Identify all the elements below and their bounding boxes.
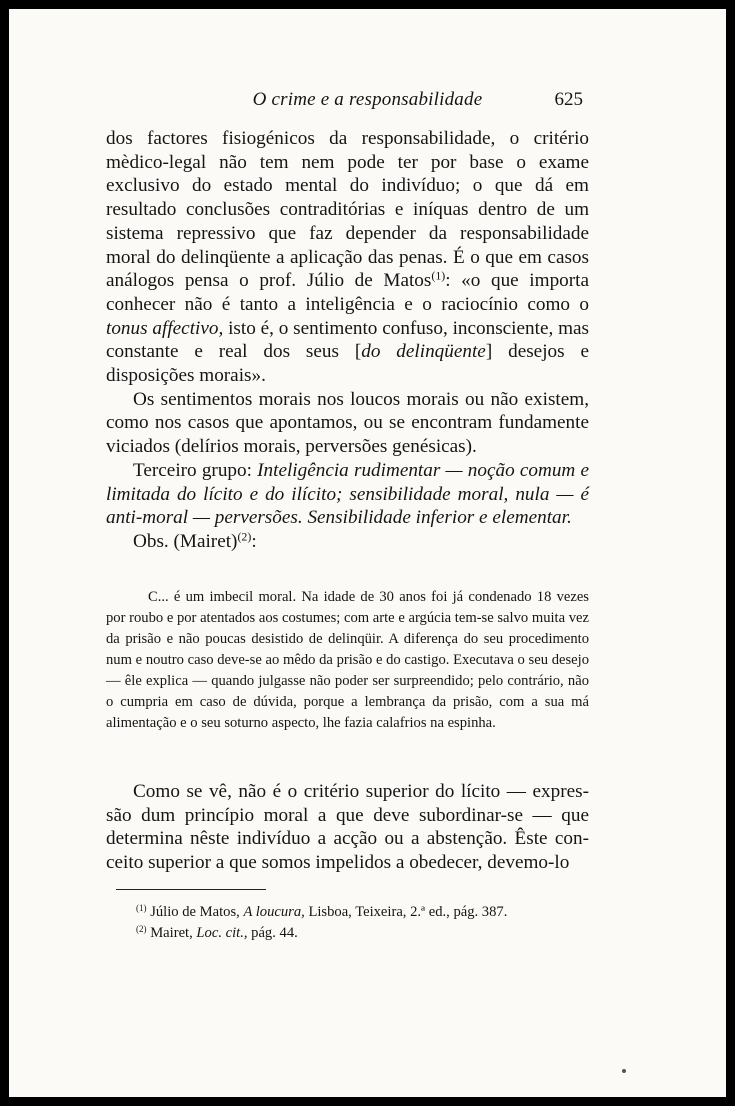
footnote-2 <box>136 923 596 944</box>
paragraph-1-text-4: ] desejos e disposições morais». <box>106 341 589 387</box>
footnote-ref-1: (1) <box>431 268 446 283</box>
paragraph-3-italic: Inteligência rudimentar — noção comum e limitada do lícito e do ilícito; sensibilidade moral, nula — é anti-moral — perversões. Sensibilidade inferior e elementar. <box>106 459 590 529</box>
do-delinquente: do delinqüente <box>361 341 486 363</box>
paragraph-3 <box>106 459 589 530</box>
footnote-1-post: Lisboa, Teixeira, 2.ª ed., pág. 387. <box>304 904 508 920</box>
obs-label: Obs. (Mairet) <box>133 530 238 552</box>
book-page <box>9 9 726 1097</box>
footnote-2-title: Loc. cit., <box>196 925 248 941</box>
running-title: O crime e a responsabilidade <box>252 89 483 110</box>
page-number: 625 <box>554 89 583 110</box>
footnotes <box>136 902 596 944</box>
footnote-2-pre: Mairet, <box>146 925 197 941</box>
tonus-affectivo: tonus affectivo, <box>106 317 224 339</box>
footnote-2-post: pág. 44. <box>247 925 298 941</box>
paper-speck <box>622 1069 626 1073</box>
footnote-rule <box>116 889 266 890</box>
paragraph-1-text-2: : «o que importa conhecer não é tanto a inteligência e o raciocínio como o <box>106 270 589 315</box>
obs-heading <box>106 530 589 554</box>
footnote-1 <box>136 902 596 923</box>
footnote-2-ref: (2) <box>136 924 147 935</box>
page-header <box>9 89 726 117</box>
paragraph-4: Como se vê, não é o critério superior do lícito — expressão dum princípio moral a que deve subordinar-se — que determina nêste indivíduo a acção ou a abstenção. Êste conceito superior a que somos impelidos a obedecer, devemo-lo <box>106 781 589 874</box>
paragraph-1-text-3: isto é, o sentimento confuso, inconsciente, mas constante e real dos seus [ <box>106 317 589 363</box>
footnote-1-ref: (1) <box>136 903 147 914</box>
case-quote <box>106 587 589 734</box>
main-text <box>106 127 589 554</box>
obs-colon: : <box>251 530 257 552</box>
footnote-ref-2: (2) <box>237 529 252 544</box>
paragraph-1 <box>106 127 589 388</box>
paragraph-2: Os sentimentos morais nos loucos morais ou não existem, como nos casos que apontamos, ou se encontram fundamente viciados (delírios morais, perversões genésicas). <box>106 388 589 458</box>
paragraph-3-lead: Terceiro grupo: <box>133 459 258 481</box>
case-quote-text: C... é um imbecil moral. Na idade de 30 anos foi já condenado 18 vezes por roubo e por atentados aos costumes; com arte e argúcia tem-se salvo muita vez da prisão e não poucas desistido de delinqüir. A diferença do seu procedimento num e noutro caso deve-se ao mêdo da prisão e do castigo. Executava o seu desejo — êle explica — quando julgasse não poder ser surpreendido; pelo contrário, não o cumpria em caso de dúvida, porque a lembrança da prisão, com a sua má alimentação e o seu soturno aspecto, lhe fazia calafrios na espinha. <box>106 589 589 731</box>
closing-text <box>106 780 589 875</box>
footnote-1-pre: Júlio de Matos, <box>146 904 244 920</box>
footnote-1-title: A loucura, <box>243 904 305 920</box>
paragraph-1-text: dos factores fisiogénicos da responsabilidade, o critério mèdico-legal não tem nem pode ter por base o exame exclusivo do estado mental do indivíduo; o que dá em resultado conclusões contraditórias e iníquas dentro de um sistema repressivo que faz depender da responsabilidade moral do delinqüente a aplicação das penas. É o que em casos análogos pensa o prof. Júlio de Matos <box>106 128 589 292</box>
